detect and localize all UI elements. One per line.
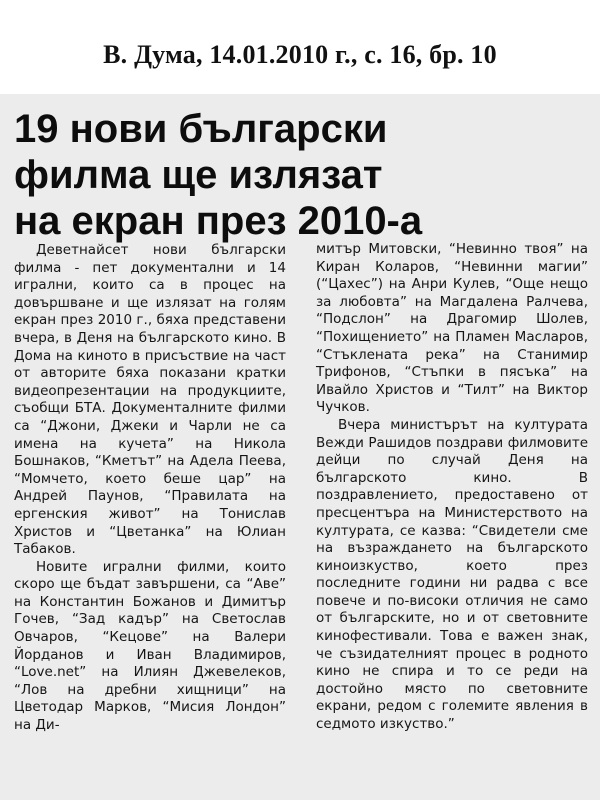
article-paragraph: Новите игрални филми, които скоро ще бъдат завършени, са “Аве” на Константин Божанов и Димитър Гочев, “Зад кадър” на Светослав Овчаров, “Кецове” на Валери Йорданов и Иван Владимиров, “Love.net” на Илиян Джевелеков, “Лов на дребни хищници” на Цветодар Марков, “Мисия Лондон” на Ди- xyxy=(14,558,286,734)
article-paragraph: Вчера министърът на културата Вежди Рашидов поздрави филмовите дейци по случай Деня на българското кино. В поздравлението, предоставено от пресцентъра на Министерството на културата, се казва: “Свидетели сме на възраждането на българското киноизкуство, което през последните години ни радва с все повече и по-високи отличия не само от българските, но и от световните кинофестивали. Това е важен знак, че съзидателният процес в родното кино не спира и то се реди на достойно място по световните екрани, редом с големите явления в седмото изкуство.” xyxy=(316,416,588,733)
article-headline xyxy=(14,106,590,244)
source-citation: В. Дума, 14.01.2010 г., с. 16, бр. 10 xyxy=(103,40,497,69)
headline-line: 19 нови български xyxy=(14,107,388,151)
newspaper-clipping xyxy=(0,94,600,800)
headline-line: на екран през 2010-а xyxy=(14,199,423,243)
headline-line: филма ще излязат xyxy=(14,153,383,197)
article-paragraph: Деветнайсет нови български филма - пет документални и 14 игрални, които са в процес на довършване и ще излязат на голям екран през 2010 г., бяха представени вчера, в Деня на българското кино. В Дома на киното в присъствие на част от авторите бяха показани кратки видеопрезентации на продукциите, съобщи БТА. Документалните филми са “Джони, Джеки и Чарли не са имена на кучета” на Никола Бошнаков, “Кметът” на Адела Пеева, “Момчето, което беше цар” на Андрей Паунов, “Правилата на ергенския живот” на Тонислав Христов и “Цветанка” на Юлиан Табаков. xyxy=(14,242,286,558)
article-paragraph: митър Митовски, “Невинно твоя” на Киран Коларов, “Невинни магии” (“Цахес”) на Анри Кулев, “Още нещо за любовта” на Магдалена Ралчева, “Подслон” на Драгомир Шолев, “Похищението” на Пламен Масларов, “Стъклената река” на Станимир Трифонов, “Стъпки в пясъка” на Ивайло Христов и “Тилт” на Виктор Чучков. xyxy=(316,241,588,416)
article-column-right xyxy=(316,241,588,734)
article-column-left xyxy=(14,242,286,735)
